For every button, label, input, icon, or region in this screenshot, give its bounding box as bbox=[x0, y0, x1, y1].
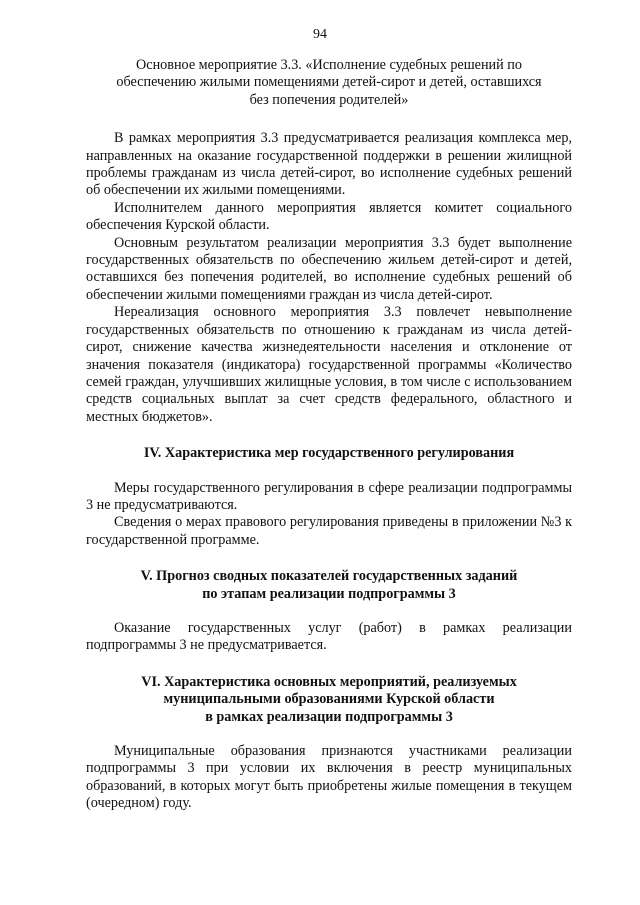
measure-title: Основное мероприятие 3.3. «Исполнение судебных решений по обеспечению жилыми помещениями детей-сирот и детей, оставшихся без попечения родителей» bbox=[116, 57, 542, 108]
section-heading-line: в рамках реализации подпрограммы 3 bbox=[205, 708, 453, 725]
paragraph: Меры государственного регулирования в сфере реализации подпрограммы 3 не предусматриваются. bbox=[86, 479, 572, 513]
section-heading-4 bbox=[86, 445, 572, 462]
section-heading-line: муниципальными образованиями Курской области bbox=[163, 691, 495, 708]
page-content bbox=[86, 57, 572, 813]
page-number: 94 bbox=[313, 27, 327, 42]
paragraph: В рамках мероприятия 3.3 предусматривается реализация комплекса мер, направленных на оказание государственной поддержки в решении жилищной проблемы гражданам из числа детей-сирот, во исполнение судебных решений об обеспечении их жилыми помещениями. bbox=[86, 130, 572, 199]
section-heading-line: по этапам реализации подпрограммы 3 bbox=[202, 585, 456, 602]
paragraph: Сведения о мерах правового регулирования приведены в приложении №3 к государственной программе. bbox=[86, 514, 572, 548]
paragraph: Исполнителем данного мероприятия является комитет социального обеспечения Курской области. bbox=[86, 199, 572, 234]
paragraph: Нереализация основного мероприятия 3.3 повлечет невыполнение государственных обязательств по отношению к гражданам из числа детей-сирот, снижение качества жизнедеятельности населения и отклонение от значения показателя (индикатора) государственной программы «Количество семей граждан, улучшивших жилищные условия, в том числе с использованием средств социальных выплат за счет средств федерального, областного и местных бюджетов». bbox=[86, 304, 572, 425]
section-heading-6 bbox=[86, 674, 572, 726]
section-heading-line: VI. Характеристика основных мероприятий, реализуемых bbox=[141, 673, 517, 690]
section-heading-line: IV. Характеристика мер государственного регулирования bbox=[143, 445, 515, 462]
paragraph: Муниципальные образования признаются участниками реализации подпрограммы 3 при условии их включения в реестр муниципальных образований, в которых могут быть приобретены жилые помещения в текущем (очередном) году. bbox=[86, 743, 572, 812]
paragraph: Основным результатом реализации мероприятия 3.3 будет выполнение государственных обязательств по обеспечению жильем детей-сирот и детей, оставшихся без попечения родителей, во исполнение судебных решений об обеспечении жилыми помещениями граждан из числа детей-сирот. bbox=[86, 234, 572, 303]
section-heading-5 bbox=[86, 568, 572, 603]
section-heading-line: V. Прогноз сводных показателей государственных заданий bbox=[140, 568, 518, 585]
paragraph: Оказание государственных услуг (работ) в рамках реализации подпрограммы 3 не предусматривается. bbox=[86, 619, 572, 654]
